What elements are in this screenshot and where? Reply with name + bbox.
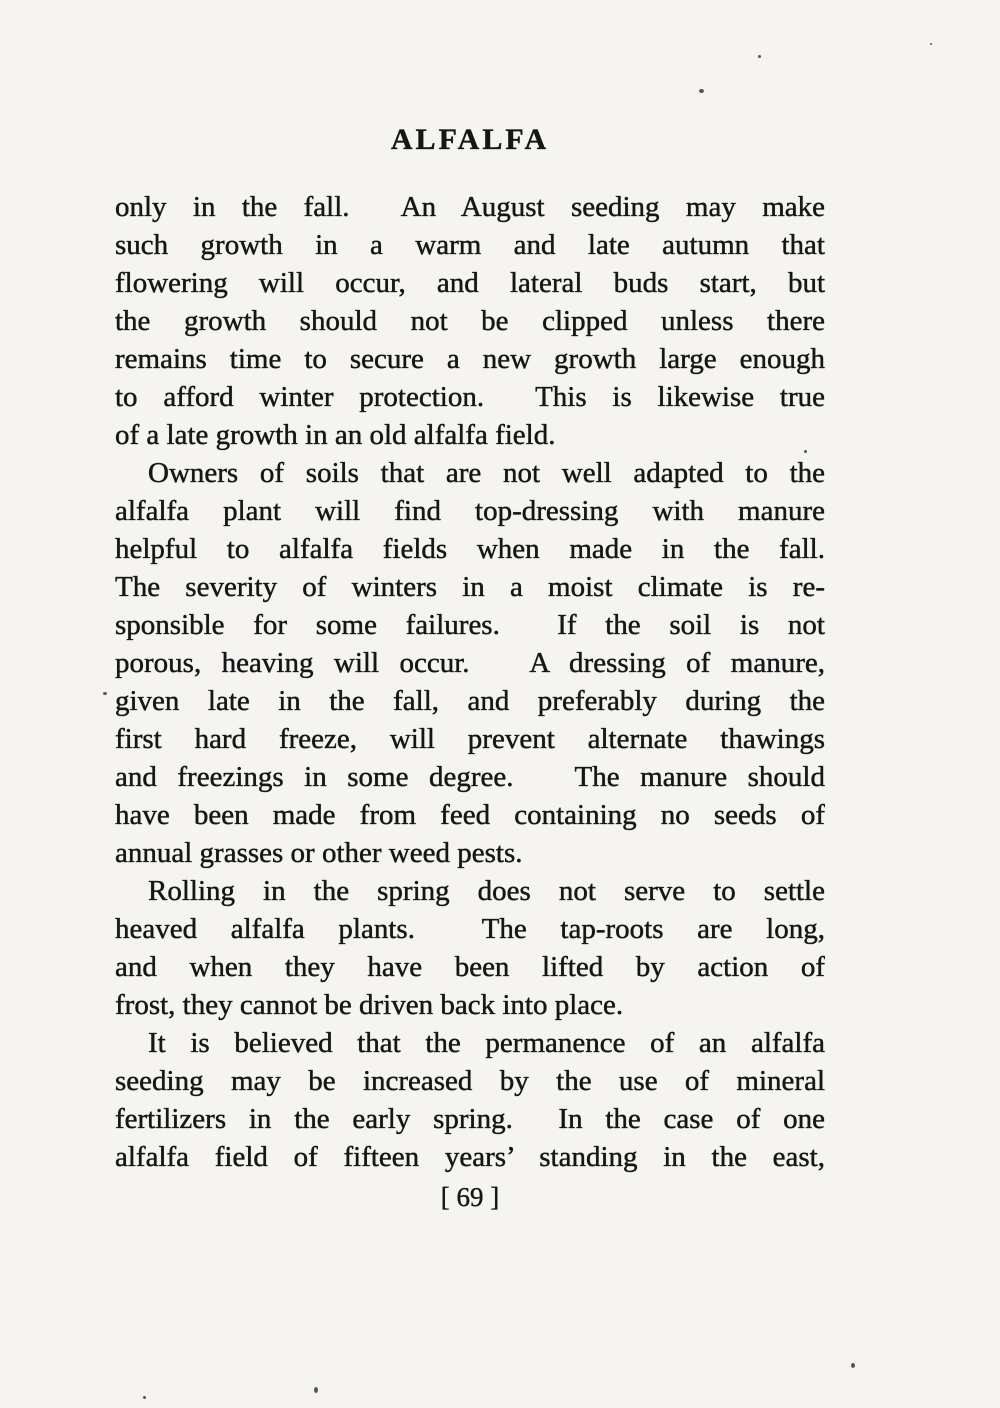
text-line-p2-l6: porous, heaving will occur. A dressing of manure,	[115, 647, 825, 679]
text-line-p2-l2: alfalfa plant will find top-dressing with manure	[115, 495, 825, 527]
text-line-p1-l7: of a late growth in an old alfalfa field.	[115, 419, 556, 451]
text-line-p3-l2: heaved alfalfa plants. The tap-roots are long,	[115, 913, 825, 945]
text-line-p3-l1: Rolling in the spring does not serve to settle	[148, 875, 825, 907]
text-line-p3-l3: and when they have been lifted by action of	[115, 951, 825, 983]
text-line-p1-l5: remains time to secure a new growth large enough	[115, 343, 825, 375]
page-number: [ 69 ]	[440, 1182, 500, 1212]
text-line-p4-l4: alfalfa field of fifteen years’ standing in the east,	[115, 1141, 825, 1173]
text-line-p4-l2: seeding may be increased by the use of mineral	[115, 1065, 825, 1097]
text-line-p2-l5: sponsible for some failures. If the soil is not	[115, 609, 825, 641]
text-line-p1-l6: to afford winter protection. This is likewise true	[115, 381, 825, 413]
scan-speck-4	[103, 692, 107, 695]
text-line-p2-l7: given late in the fall, and preferably during the	[115, 685, 825, 717]
scan-speck-8	[143, 1396, 146, 1399]
page-title: ALFALFA	[390, 123, 550, 156]
text-line-p2-l3: helpful to alfalfa fields when made in the fall.	[115, 533, 825, 565]
text-line-p1-l2: such growth in a warm and late autumn that	[115, 229, 825, 261]
scan-speck-7	[314, 1387, 318, 1393]
text-line-p3-l4: frost, they cannot be driven back into place.	[115, 989, 624, 1021]
text-line-p1-l1: only in the fall. An August seeding may make	[115, 191, 825, 223]
text-line-p4-l1: It is believed that the permanence of an alfalfa	[148, 1027, 825, 1059]
scan-speck-5	[804, 450, 807, 453]
scan-speck-2	[699, 89, 704, 93]
text-line-p1-l4: the growth should not be clipped unless there	[115, 305, 825, 337]
text-line-p2-l9: and freezings in some degree. The manure should	[115, 761, 825, 793]
text-line-p1-l3: flowering will occur, and lateral buds start, but	[115, 267, 825, 299]
scan-speck-3	[930, 43, 932, 45]
scan-speck-6	[851, 1363, 855, 1368]
text-line-p2-l4: The severity of winters in a moist climate is re-	[115, 571, 825, 603]
text-line-p2-l1: Owners of soils that are not well adapted to the	[148, 457, 825, 489]
scan-speck-1	[758, 55, 761, 58]
text-line-p2-l11: annual grasses or other weed pests.	[115, 837, 523, 869]
text-line-p2-l10: have been made from feed containing no seeds of	[115, 799, 825, 831]
text-line-p4-l3: fertilizers in the early spring. In the case of one	[115, 1103, 825, 1135]
body-text	[115, 188, 825, 1176]
text-line-p2-l8: first hard freeze, will prevent alternate thawings	[115, 723, 825, 755]
